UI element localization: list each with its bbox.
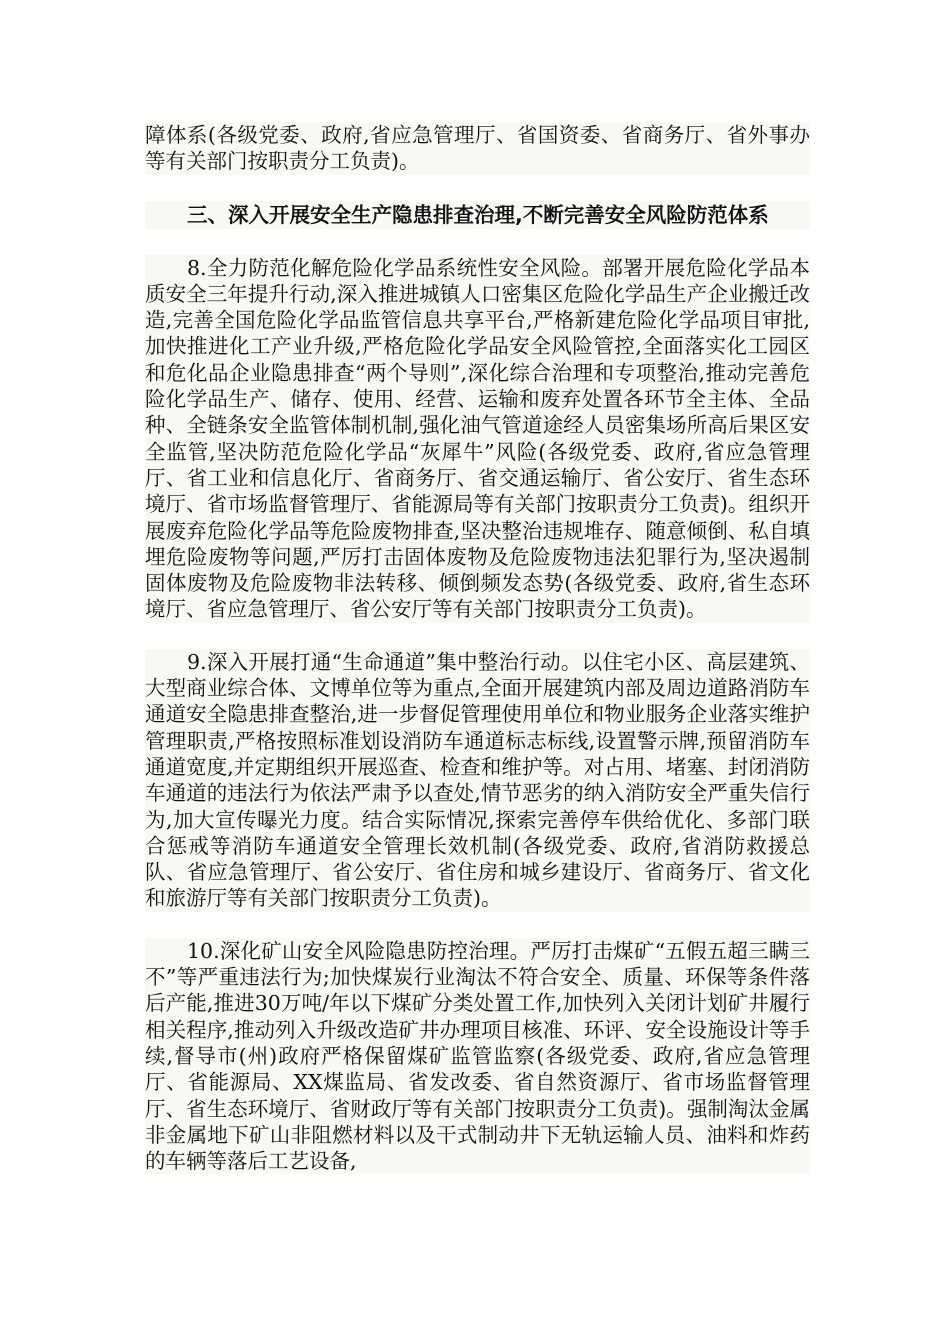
item-9-paragraph: 9.深入开展打通“生命通道”集中整治行动。以住宅小区、高层建筑、大型商业综合体、文博单位等为重点,全面开展建筑内部及周边道路消防车通道安全隐患排查整治,进一步督促管理使用单位和物业服务企业落实维护管理职责,严格按照标准划设消防车通道标志标线,设置警示牌,预留消防车通道宽度,并定期组织开展巡查、检查和维护等。对占用、堵塞、封闭消防车通道的违法行为依法严肃予以查处,情节恶劣的纳入消防安全严重失信行为,加大宣传曝光力度。结合实际情况,探索完善停车供给优化、多部门联合惩戒等消防车通道安全管理长效机制(各级党委、政府,省消防救援总队、省应急管理厅、省公安厅、省住房和城乡建设厅、省商务厅、省文化和旅游厅等有关部门按职责分工负责)。	[145, 649, 810, 911]
intro-paragraph-tail: 障体系(各级党委、政府,省应急管理厅、省国资委、省商务厅、省外事办等有关部门按职责分工负责)。	[145, 123, 810, 174]
paragraph-spacer	[145, 623, 810, 649]
paragraph-spacer	[145, 175, 810, 201]
intro-paragraph-block	[145, 122, 810, 175]
document-body	[145, 122, 810, 1174]
item-9-block	[145, 649, 810, 912]
paragraph-spacer	[145, 912, 810, 938]
item-10-paragraph: 10.深化矿山安全风险隐患防控治理。严厉打击煤矿“五假五超三瞒三不”等严重违法行为;加快煤炭行业淘汰不符合安全、质量、环保等条件落后产能,推进30万吨/年以下煤矿分类处置工作,加快列入关闭计划矿井履行相关程序,推动列入升级改造矿井办理项目核准、环评、安全设施设计等手续,督导市(州)政府严格保留煤矿监管监察(各级党委、政府,省应急管理厅、省能源局、XX煤监局、省发改委、省自然资源厅、省市场监督管理厅、省生态环境厅、省财政厅等有关部门按职责分工负责)。强制淘汰金属非金属地下矿山非阻燃材料以及干式制动井下无轨运输人员、油料和炸药的车辆等落后工艺设备,	[145, 938, 810, 1174]
paragraph-spacer	[145, 229, 810, 255]
section-heading: 三、深入开展安全生产隐患排查治理,不断完善安全风险防范体系	[187, 202, 769, 227]
section-heading-block	[145, 201, 810, 229]
item-8-paragraph: 8.全力防范化解危险化学品系统性安全风险。部署开展危险化学品本质安全三年提升行动,深入推进城镇人口密集区危险化学品生产企业搬迁改造,完善全国危险化学品监管信息共享平台,严格新建危险化学品项目审批,加快推进化工产业升级,严格危险化学品安全风险管控,全面落实化工园区和危化品企业隐患排查“两个导则”,深化综合治理和专项整治,推动完善危险化学品生产、储存、使用、经营、运输和废弃处置各环节全主体、全品种、全链条安全监管体制机制,强化油气管道途经人员密集场所高后果区安全监管,坚决防范危险化学品“灰犀牛”风险(各级党委、政府,省应急管理厅、省工业和信息化厅、省商务厅、省交通运输厅、省公安厅、省生态环境厅、省市场监督管理厅、省能源局等有关部门按职责分工负责)。组织开展废弃危险化学品等危险废物排查,坚决整治违规堆存、随意倾倒、私自填埋危险废物等问题,严厉打击固体废物及危险废物违法犯罪行为,坚决遏制固体废物及危险废物非法转移、倾倒频发态势(各级党委、政府,省生态环境厅、省应急管理厅、省公安厅等有关部门按职责分工负责)。	[145, 255, 810, 622]
item-8-block	[145, 255, 810, 623]
item-10-block	[145, 938, 810, 1175]
